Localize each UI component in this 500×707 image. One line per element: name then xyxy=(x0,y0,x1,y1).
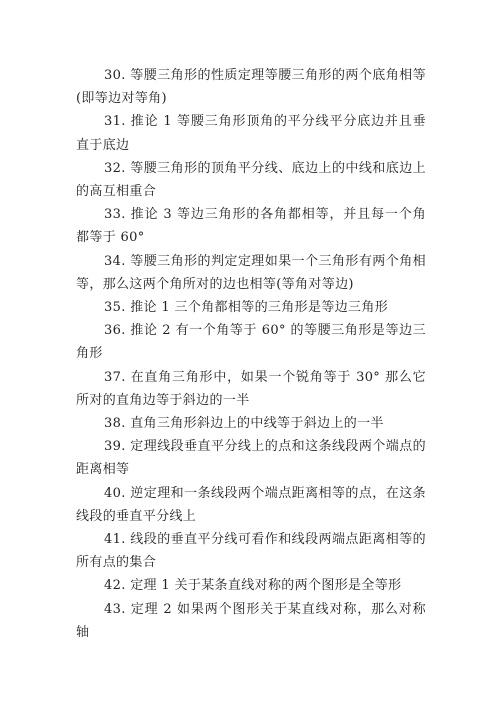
paragraph-39: 39. 定理线段垂直平分线上的点和这条线段两个端点的距离相等 xyxy=(76,439,426,478)
paragraph-42: 42. 定理 1 关于某条直线对称的两个图形是全等形 xyxy=(104,578,402,594)
paragraph-35: 35. 推论 1 三个角都相等的三角形是等边三角形 xyxy=(104,300,389,316)
paragraph-33: 33. 推论 3 等边三角形的各角都相等，并且每一个角都等于 60° xyxy=(76,207,426,246)
paragraph-38: 38. 直角三角形斜边上的中线等于斜边上的一半 xyxy=(104,416,384,432)
paragraph-37: 37. 在直角三角形中，如果一个锐角等于 30° 那么它所对的直角边等于斜边的一半 xyxy=(76,369,426,408)
paragraph-34: 34. 等腰三角形的判定定理如果一个三角形有两个角相等，那么这两个角所对的边也相等(等角对等边) xyxy=(76,253,426,292)
paragraph-30: 30. 等腰三角形的性质定理等腰三角形的两个底角相等(即等边对等角) xyxy=(76,68,426,107)
paragraph-41: 41. 线段的垂直平分线可看作和线段两端点距离相等的所有点的集合 xyxy=(76,532,426,571)
document-body xyxy=(76,64,426,644)
paragraph-36: 36. 推论 2 有一个角等于 60° 的等腰三角形是等边三角形 xyxy=(76,323,426,362)
paragraph-43: 43. 定理 2 如果两个图形关于某直线对称，那么对称轴 xyxy=(76,601,426,640)
paragraph-40: 40. 逆定理和一条线段两个端点距离相等的点，在这条线段的垂直平分线上 xyxy=(76,485,426,524)
paragraph-31: 31. 推论 1 等腰三角形顶角的平分线平分底边并且垂直于底边 xyxy=(76,114,426,153)
paragraph-32: 32. 等腰三角形的顶角平分线、底边上的中线和底边上的高互相重合 xyxy=(76,160,426,200)
